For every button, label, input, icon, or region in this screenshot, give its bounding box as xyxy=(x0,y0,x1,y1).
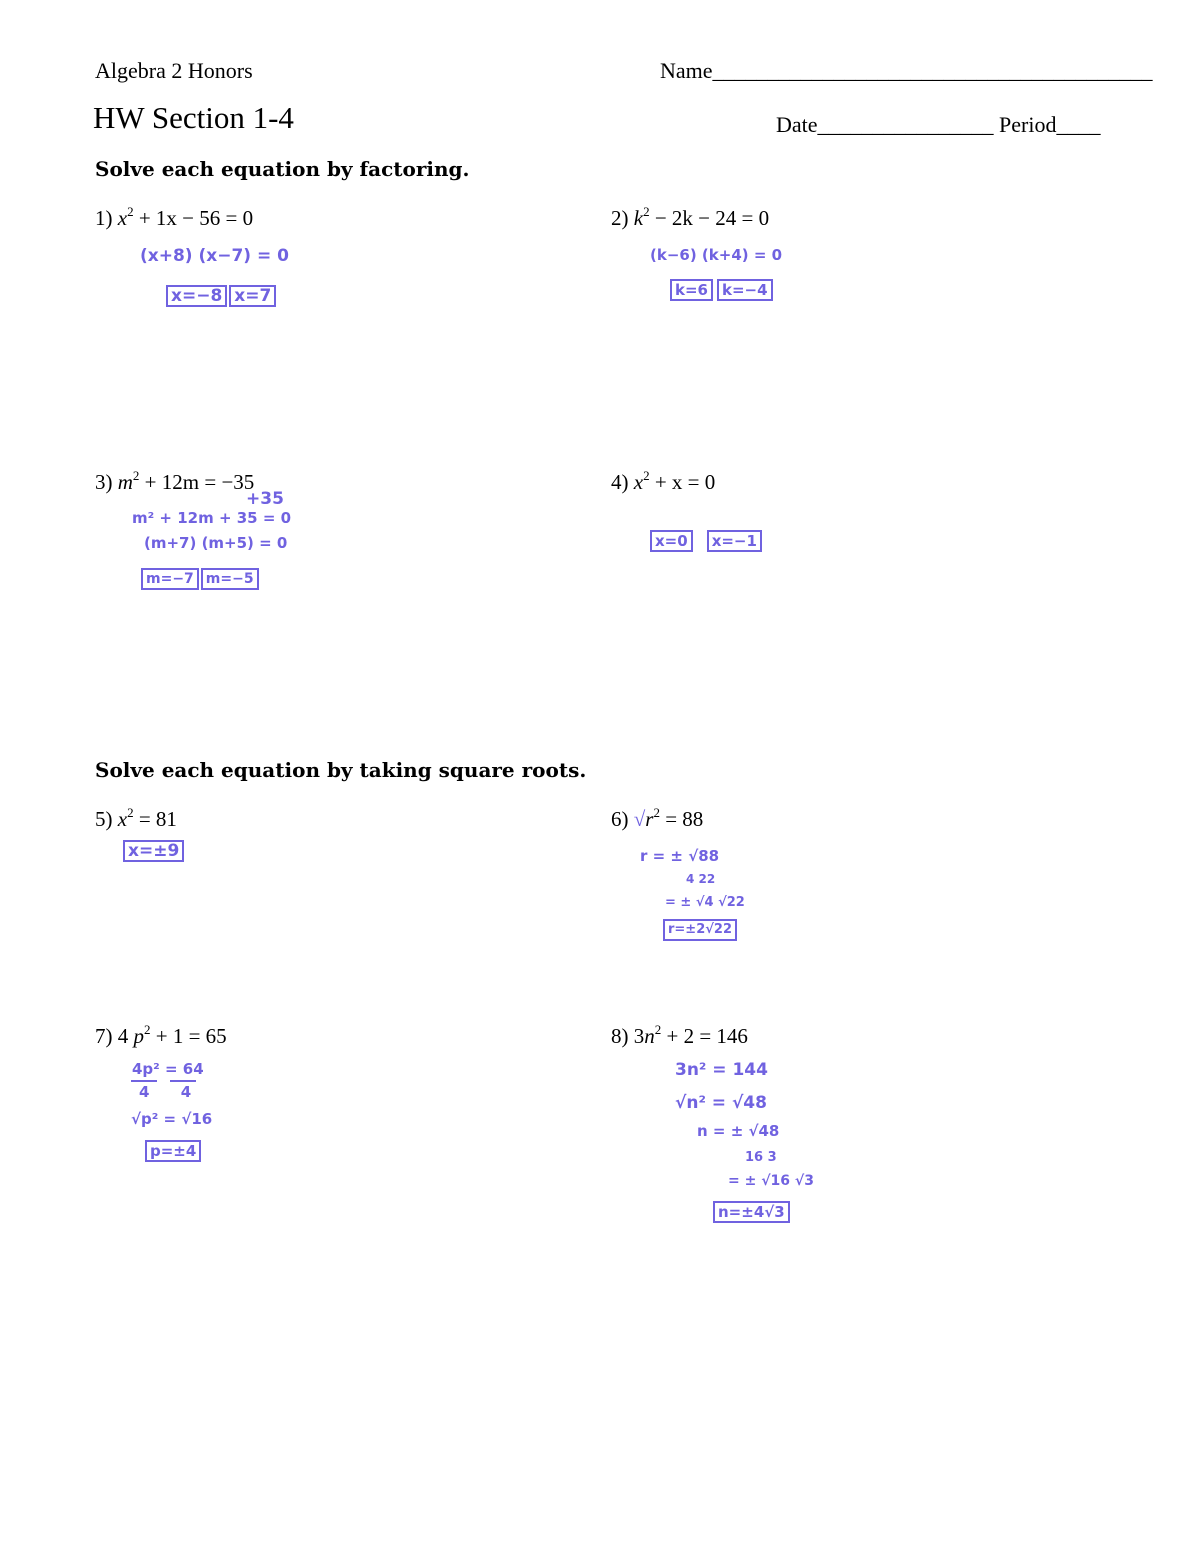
fraction-bar xyxy=(170,1080,196,1082)
problem-exponent: 2 xyxy=(643,204,650,219)
problem-variable: n xyxy=(644,1024,655,1048)
work-step: (x+8) (x−7) = 0 xyxy=(140,246,289,266)
problem-variable: x xyxy=(633,470,644,494)
answer-box: p=±4 xyxy=(145,1140,201,1162)
answer-group xyxy=(650,530,762,552)
work-step: (m+7) (m+5) = 0 xyxy=(144,534,288,552)
problem-exponent: 2 xyxy=(144,1022,151,1037)
problem-expression: = 81 xyxy=(133,807,177,831)
answer-group xyxy=(166,285,276,307)
work-step: (k−6) (k+4) = 0 xyxy=(650,246,783,264)
problem-exponent: 2 xyxy=(654,1022,662,1037)
problem-coefficient: 3 xyxy=(633,1024,645,1048)
period-label: Period xyxy=(999,112,1057,137)
problem-number: 8) xyxy=(611,1024,629,1048)
answer-box: k=−4 xyxy=(717,279,773,301)
problem-number: 5) xyxy=(95,807,113,831)
problem-exponent: 2 xyxy=(127,805,134,820)
problem-number: 1) xyxy=(95,206,113,230)
fraction-bar xyxy=(131,1080,157,1082)
work-step: 3n² = 144 xyxy=(675,1060,768,1080)
problem-number: 3) xyxy=(95,470,113,494)
answer-group xyxy=(123,840,184,862)
problem-exponent: 2 xyxy=(127,204,134,219)
answer-box: r=±2√22 xyxy=(663,919,737,941)
instruction-factoring: Solve each equation by factoring. xyxy=(95,157,470,181)
page-title: HW Section 1-4 xyxy=(93,100,294,135)
problem-number: 6) xyxy=(611,807,629,831)
problem-1 xyxy=(95,204,253,231)
problem-exponent: 2 xyxy=(132,468,140,483)
work-step: = ± √16 √3 xyxy=(728,1173,814,1189)
problem-4 xyxy=(611,468,715,495)
problem-expression: = 88 xyxy=(659,807,704,831)
problem-2 xyxy=(611,204,769,231)
name-blank: ________________________________________ xyxy=(712,58,1153,83)
problem-expression: + 1x − 56 = 0 xyxy=(133,206,254,230)
work-step: 16 3 xyxy=(745,1150,777,1165)
sqrt-icon: √ xyxy=(633,807,646,831)
answer-box: n=±4√3 xyxy=(713,1201,790,1223)
work-step: n = ± √48 xyxy=(697,1122,780,1140)
problem-3 xyxy=(95,468,254,495)
problem-exponent: 2 xyxy=(653,805,660,820)
problem-variable: p xyxy=(133,1024,144,1048)
problem-expression: − 2k − 24 = 0 xyxy=(649,206,770,230)
period-blank: ____ xyxy=(1056,112,1101,137)
answer-box: m=−5 xyxy=(201,568,259,590)
problem-8 xyxy=(611,1022,748,1049)
problem-expression: + 12m = −35 xyxy=(139,470,255,494)
problem-exponent: 2 xyxy=(643,468,650,483)
problem-expression: + 1 = 65 xyxy=(150,1024,227,1048)
problem-variable: r xyxy=(645,807,654,831)
work-step: m² + 12m + 35 = 0 xyxy=(132,509,292,527)
work-step: +35 xyxy=(246,489,284,509)
answer-box: x=−1 xyxy=(707,530,762,552)
work-step: r = ± √88 xyxy=(640,847,720,865)
problem-variable: x xyxy=(117,807,128,831)
work-step: √p² = √16 xyxy=(131,1110,213,1128)
name-field xyxy=(660,58,1153,84)
work-step: 4p² = 64 xyxy=(132,1060,204,1078)
instruction-square-roots: Solve each equation by taking square roots. xyxy=(95,758,587,782)
work-step: 4 22 xyxy=(686,872,716,886)
name-label: Name xyxy=(660,58,713,83)
problem-expression: + 2 = 146 xyxy=(661,1024,748,1048)
problem-variable: k xyxy=(633,206,644,230)
answer-box: x=0 xyxy=(650,530,693,552)
answer-box: x=±9 xyxy=(123,840,184,862)
problem-coefficient: 4 xyxy=(117,1024,134,1048)
answer-box: x=−8 xyxy=(166,285,227,307)
work-step: √n² = √48 xyxy=(675,1093,767,1113)
problem-number: 7) xyxy=(95,1024,113,1048)
work-step: 4 4 xyxy=(139,1083,192,1101)
answer-group xyxy=(713,1201,790,1223)
answer-group xyxy=(141,568,259,590)
problem-number: 4) xyxy=(611,470,629,494)
problem-5 xyxy=(95,805,177,832)
date-blank: ________________ xyxy=(817,112,994,137)
answer-box: x=7 xyxy=(229,285,276,307)
work-step: = ± √4 √22 xyxy=(665,895,745,910)
answer-box: k=6 xyxy=(670,279,713,301)
problem-expression: + x = 0 xyxy=(649,470,716,494)
problem-number: 2) xyxy=(611,206,629,230)
answer-group xyxy=(145,1140,201,1162)
problem-7 xyxy=(95,1022,227,1049)
answer-group xyxy=(663,919,737,941)
answer-group xyxy=(670,279,773,301)
problem-variable: x xyxy=(117,206,128,230)
date-label: Date xyxy=(776,112,818,137)
course-name: Algebra 2 Honors xyxy=(95,58,253,83)
problem-6 xyxy=(611,805,703,832)
answer-box: m=−7 xyxy=(141,568,199,590)
problem-variable: m xyxy=(117,470,133,494)
date-period-field xyxy=(776,112,1100,138)
